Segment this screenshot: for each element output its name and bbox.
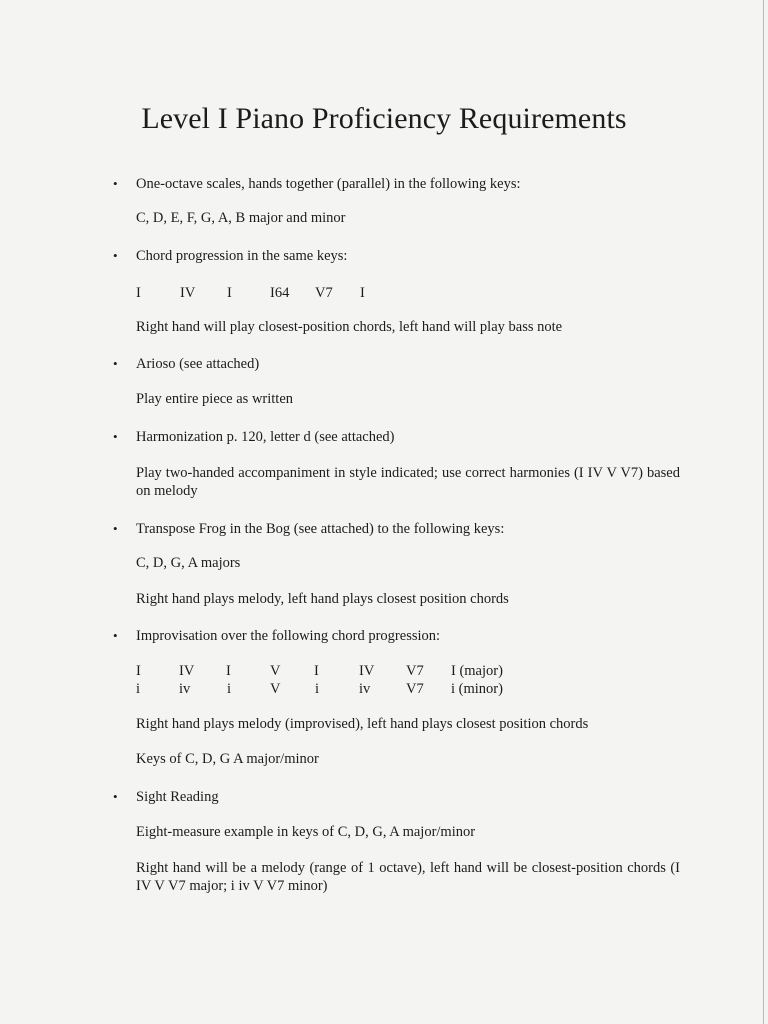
progression-minor-chord: i (227, 681, 232, 697)
bullet-3: • (113, 356, 118, 371)
progression-major-chord: I (226, 663, 231, 679)
page-title: Level I Piano Proficiency Requirements (141, 102, 627, 135)
bullet-7: • (113, 789, 118, 804)
bullet-2: • (113, 248, 118, 263)
progression-chord: I (360, 285, 365, 301)
progression-major-chord: I (314, 663, 319, 679)
bullet-5: • (113, 521, 118, 536)
progression-minor-chord: V7 (406, 681, 424, 697)
progression-major-chord: IV (179, 663, 195, 679)
section-4-line-1: Play two-handed accompaniment in style indicated; use correct harmonies (I IV V V7) based on melody (136, 465, 680, 499)
progression-major-chord: I (major) (451, 663, 503, 679)
progression-major-chord: I (136, 663, 141, 679)
section-1-heading: One-octave scales, hands together (parallel) in the following keys: (136, 176, 521, 192)
section-7-line-1: Eight-measure example in keys of C, D, G, A major/minor (136, 824, 476, 840)
section-3-heading: Arioso (see attached) (136, 356, 260, 372)
bullet-6: • (113, 628, 118, 643)
section-2-line-1: Right hand will play closest-position chords, left hand will play bass note (136, 319, 563, 335)
progression-major-chord: IV (359, 663, 375, 679)
progression-chord: I (136, 285, 141, 301)
progression-major-chord: V7 (406, 663, 424, 679)
section-5-line-1: C, D, G, A majors (136, 555, 241, 571)
progression-minor-chord: i (315, 681, 320, 697)
progression-chord: I64 (270, 285, 290, 301)
section-1-line-1: C, D, E, F, G, A, B major and minor (136, 210, 346, 226)
progression-major-chord: V (270, 663, 281, 679)
progression-minor-chord: V (270, 681, 281, 697)
section-3-line-1: Play entire piece as written (136, 391, 294, 407)
section-7-heading: Sight Reading (136, 789, 219, 805)
progression-minor-chord: i (136, 681, 141, 697)
progression-minor-chord: iv (179, 681, 191, 697)
section-7-line-2: Right hand will be a melody (range of 1 octave), left hand will be closest-position chords (I IV V V7 major; i iv V V7 minor) (136, 860, 680, 894)
bullet-4: • (113, 429, 118, 444)
section-5-line-2: Right hand plays melody, left hand plays closest position chords (136, 591, 509, 607)
section-6-heading: Improvisation over the following chord progression: (136, 628, 441, 644)
bullet-1: • (113, 176, 118, 191)
section-6-line-1: Right hand plays melody (improvised), left hand plays closest position chords (136, 716, 589, 732)
section-4-heading: Harmonization p. 120, letter d (see attached) (136, 429, 395, 445)
progression-chord: V7 (315, 285, 333, 301)
section-5-heading: Transpose Frog in the Bog (see attached) to the following keys: (136, 521, 505, 537)
section-6-line-2: Keys of C, D, G A major/minor (136, 751, 319, 767)
progression-minor-chord: iv (359, 681, 371, 697)
progression-minor-chord: i (minor) (451, 681, 503, 697)
section-2-heading: Chord progression in the same keys: (136, 248, 348, 264)
page-edge (763, 0, 764, 1024)
progression-chord: IV (180, 285, 196, 301)
progression-chord: I (227, 285, 232, 301)
